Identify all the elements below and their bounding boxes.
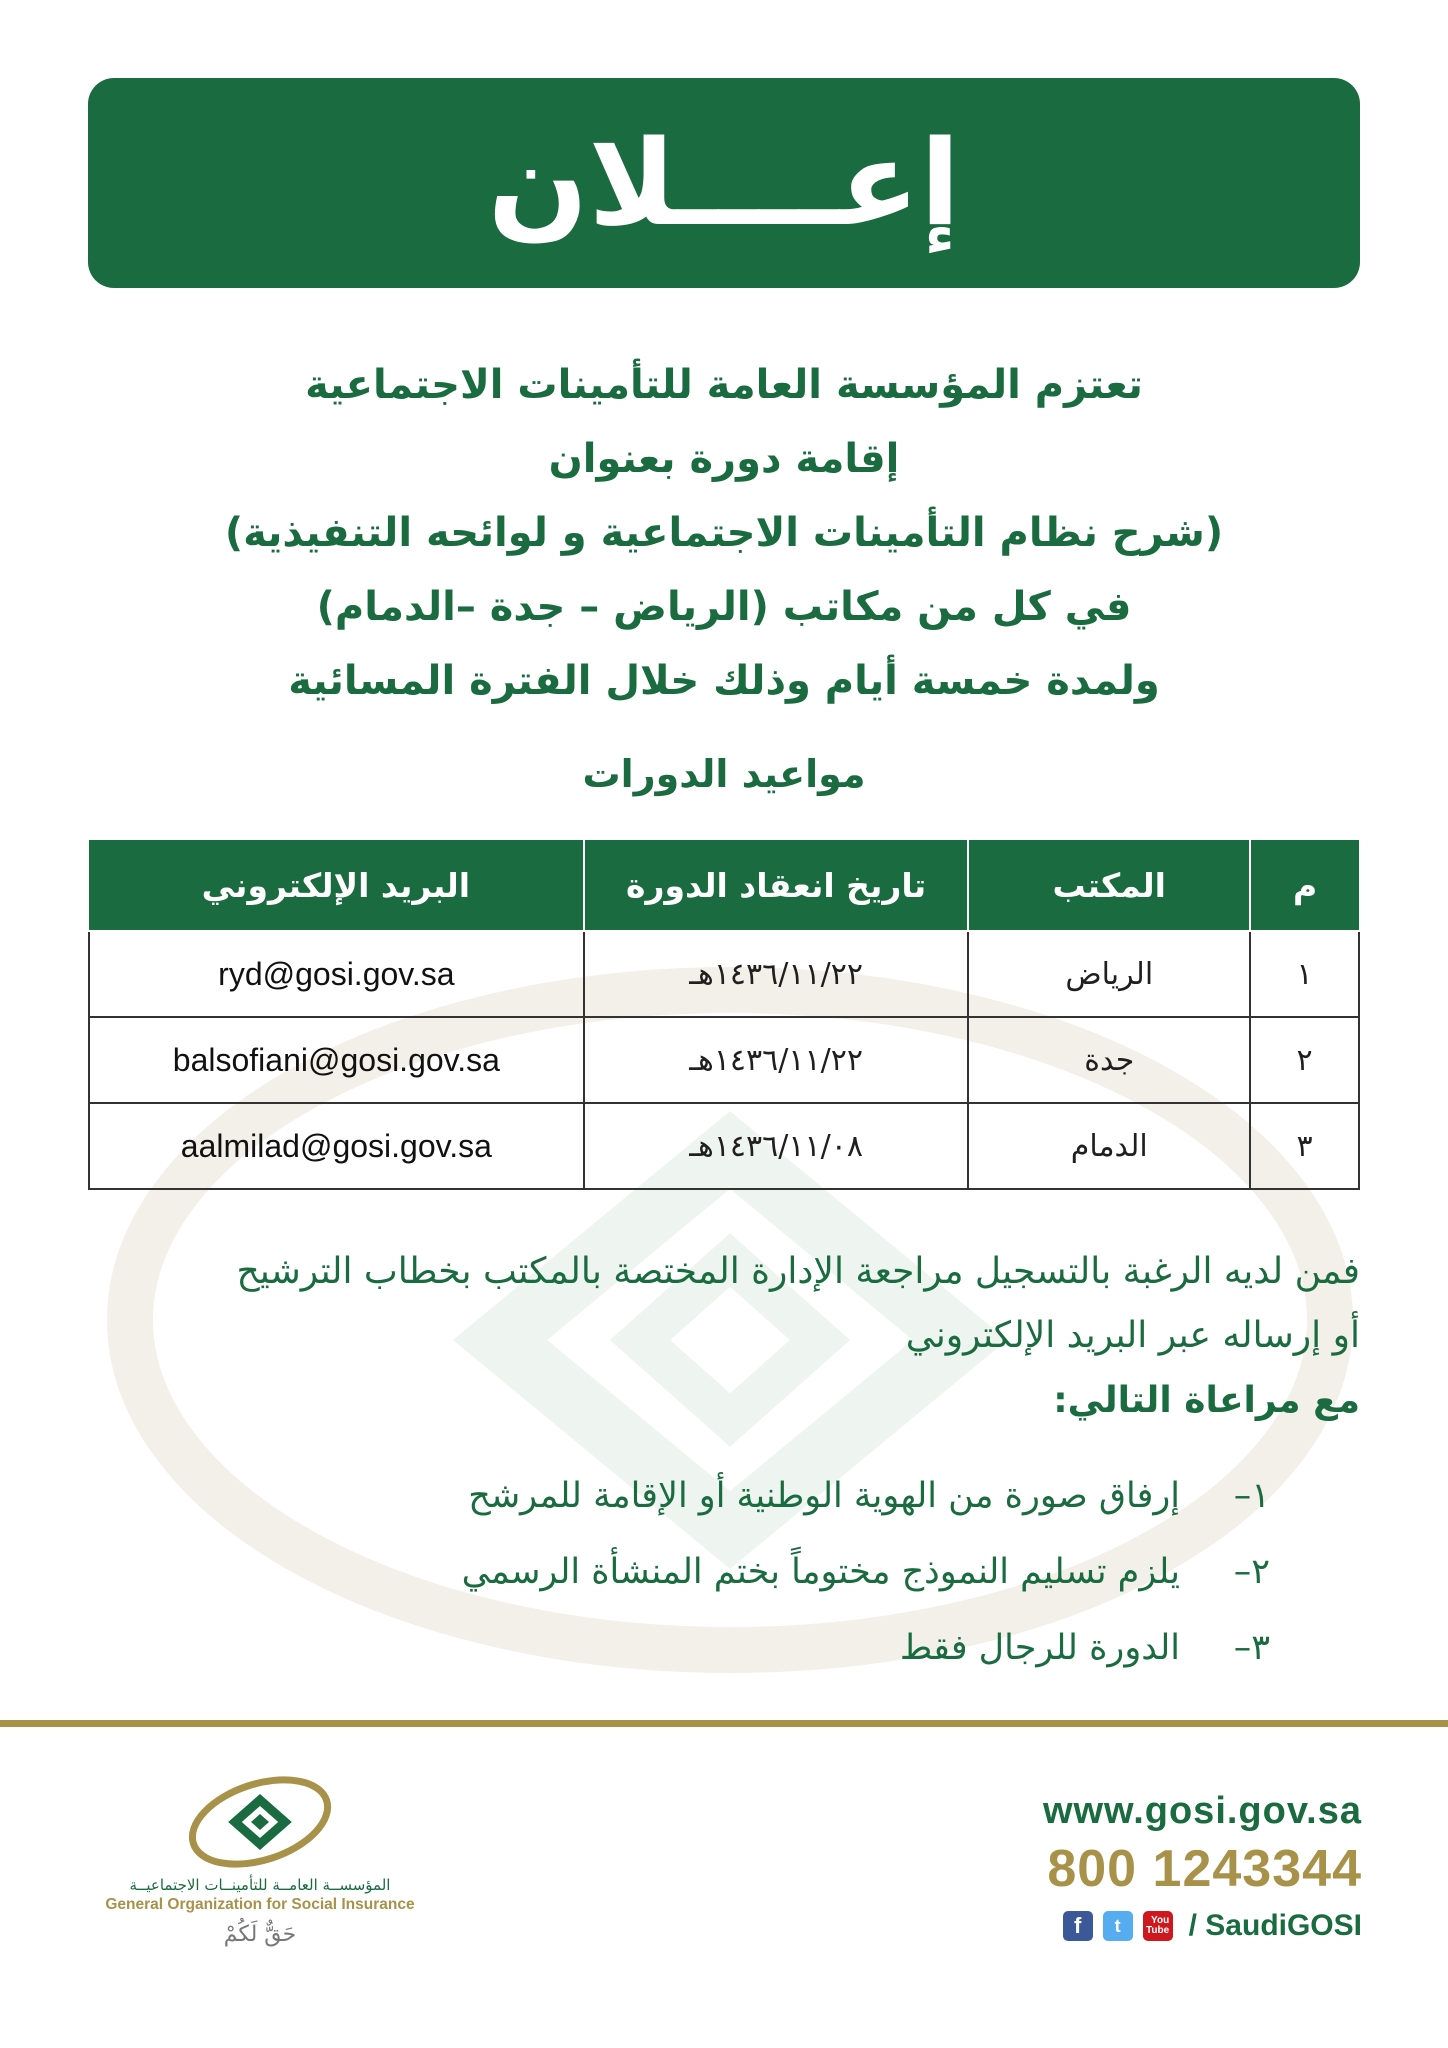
logo-arabic-name: المؤسســة العامــة للتأمينــات الاجتماعيــة	[129, 1876, 391, 1894]
row-number: ١	[1250, 931, 1359, 1017]
social-links	[1043, 1909, 1362, 1943]
list-item	[120, 1458, 1270, 1534]
registration-text	[96, 1240, 1360, 1368]
list-item	[120, 1610, 1270, 1686]
row-email-link[interactable]: ryd@gosi.gov.sa	[89, 931, 584, 1017]
row-office: جدة	[968, 1017, 1250, 1103]
header-date: تاريخ انعقاد الدورة	[584, 840, 969, 931]
row-date: ١٤٣٦/١١/٢٢هـ	[584, 1017, 969, 1103]
gosi-logo	[80, 1770, 440, 1970]
table-row	[89, 1103, 1359, 1189]
table-row	[89, 931, 1359, 1017]
phone-number: 800 1243344	[1047, 1840, 1362, 1898]
logo-tagline: حَقٌّ لَكُمْ	[223, 1922, 297, 1947]
row-date: ١٤٣٦/١١/٢٢هـ	[584, 931, 969, 1017]
announcement-banner	[88, 78, 1360, 288]
intro-line: إقامة دورة بعنوان	[548, 436, 900, 482]
row-email-link[interactable]: balsofiani@gosi.gov.sa	[89, 1017, 584, 1103]
social-handle[interactable]: / SaudiGOSI	[1188, 1909, 1362, 1942]
header-office: المكتب	[968, 840, 1250, 931]
youtube-icon[interactable]: You Tube	[1143, 1911, 1173, 1941]
website-link[interactable]: www.gosi.gov.sa	[1042, 1790, 1362, 1832]
table-row	[89, 1017, 1359, 1103]
schedule-title: مواعيد الدورات	[582, 752, 866, 796]
row-email-link[interactable]: aalmilad@gosi.gov.sa	[89, 1103, 584, 1189]
gosi-logo-icon	[175, 1770, 345, 1870]
row-number: ٣	[1250, 1103, 1359, 1189]
intro-text	[120, 348, 1328, 718]
intro-line: ولمدة خمسة أيام وذلك خلال الفترة المسائية	[288, 658, 1160, 704]
table-header-row	[89, 840, 1359, 931]
list-item-text: يلزم تسليم النموذج مختوماً بختم المنشأة الرسمي	[461, 1552, 1180, 1592]
header-email: البريد الإلكتروني	[89, 840, 584, 931]
list-item-number: ١–	[1233, 1476, 1270, 1516]
conditions-list	[120, 1458, 1270, 1686]
logo-english-name: General Organization for Social Insurance	[105, 1896, 415, 1913]
registration-line: أو إرساله عبر البريد الإلكتروني	[905, 1315, 1360, 1356]
contact-block	[1043, 1790, 1362, 1943]
header-number: م	[1250, 840, 1359, 931]
considerations-title: مع مراعاة التالي:	[1053, 1380, 1360, 1421]
list-item-number: ٢–	[1233, 1552, 1270, 1592]
row-office: الرياض	[968, 931, 1250, 1017]
intro-line: (شرح نظام التأمينات الاجتماعية و لوائحه التنفيذية)	[224, 510, 1224, 556]
facebook-icon[interactable]: f	[1063, 1911, 1093, 1941]
footer-divider	[0, 1720, 1448, 1727]
list-item	[120, 1534, 1270, 1610]
schedule-table	[88, 840, 1360, 1190]
list-item-text: الدورة للرجال فقط	[899, 1628, 1180, 1668]
banner-title: إعــــلان	[487, 114, 961, 252]
twitter-icon[interactable]: t	[1103, 1911, 1133, 1941]
registration-line: فمن لديه الرغبة بالتسجيل مراجعة الإدارة المختصة بالمكتب بخطاب الترشيح	[236, 1251, 1360, 1292]
row-date: ١٤٣٦/١١/٠٨هـ	[584, 1103, 969, 1189]
list-item-text: إرفاق صورة من الهوية الوطنية أو الإقامة للمرشح	[468, 1476, 1180, 1516]
row-number: ٢	[1250, 1017, 1359, 1103]
row-office: الدمام	[968, 1103, 1250, 1189]
intro-line: في كل من مكاتب (الرياض – جدة –الدمام)	[316, 584, 1132, 630]
intro-line: تعتزم المؤسسة العامة للتأمينات الاجتماعية	[305, 362, 1143, 408]
list-item-number: ٣–	[1233, 1628, 1270, 1668]
